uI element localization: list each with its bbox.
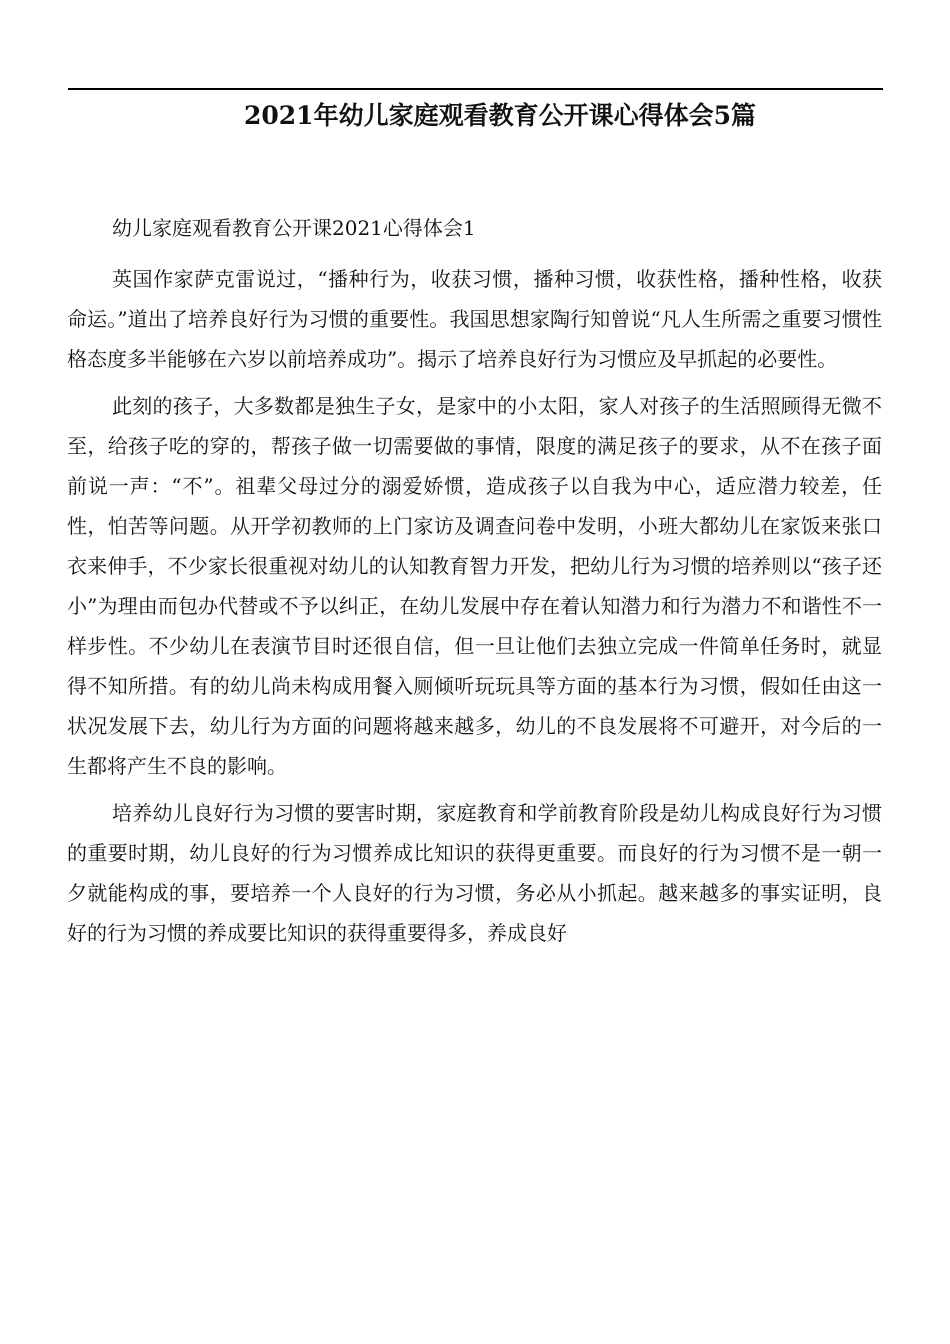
paragraph-3: 培养幼儿良好行为习惯的要害时期，家庭教育和学前教育阶段是幼儿构成良好行为习惯的重要时期，幼儿良好的行为习惯养成比知识的获得更重要。而良好的行为习惯不是一朝一夕就能构成的事，要培养一个人良好的行为习惯，务必从小抓起。越来越多的事实证明，良好的行为习惯的养成要比知识的获得重要得多，养成良好 [67, 801, 882, 945]
paragraph-1: 英国作家萨克雷说过，“播种行为，收获习惯，播种习惯，收获性格，播种性格，收获命运。”道出了培养良好行为习惯的重要性。我国思想家陶行知曾说“凡人生所需之重要习惯性格态度多半能够在六岁以前培养成功”。揭示了培养良好行为习惯应及早抓起的必要性。 [67, 267, 882, 371]
page-title: 2021年幼儿家庭观看教育公开课心得体会5篇 [244, 101, 756, 130]
header-rule [68, 88, 883, 90]
paragraph-2: 此刻的孩子，大多数都是独生子女，是家中的小太阳，家人对孩子的生活照顾得无微不至，给孩子吃的穿的，帮孩子做一切需要做的事情，限度的满足孩子的要求，从不在孩子面前说一声：“不”。祖辈父母过分的溺爱娇惯，造成孩子以自我为中心，适应潜力较差，任性，怕苦等问题。从开学初教师的上门家访及调查问卷中发明，小班大都幼儿在家饭来张口衣来伸手，不少家长很重视对幼儿的认知教育智力开发，把幼儿行为习惯的培养则以“孩子还小”为理由而包办代替或不予以纠正，在幼儿发展中存在着认知潜力和行为潜力不和谐性不一样步性。不少幼儿在表演节目时还很自信，但一旦让他们去独立完成一件简单任务时，就显得不知所措。有的幼儿尚未构成用餐入厕倾听玩玩具等方面的基本行为习惯，假如任由这一状况发展下去，幼儿行为方面的问题将越来越多，幼儿的不良发展将不可避开，对今后的一生都将产生不良的影响。 [67, 394, 882, 778]
body-text [67, 259, 882, 960]
section-heading: 幼儿家庭观看教育公开课2021心得体会1 [112, 216, 476, 240]
